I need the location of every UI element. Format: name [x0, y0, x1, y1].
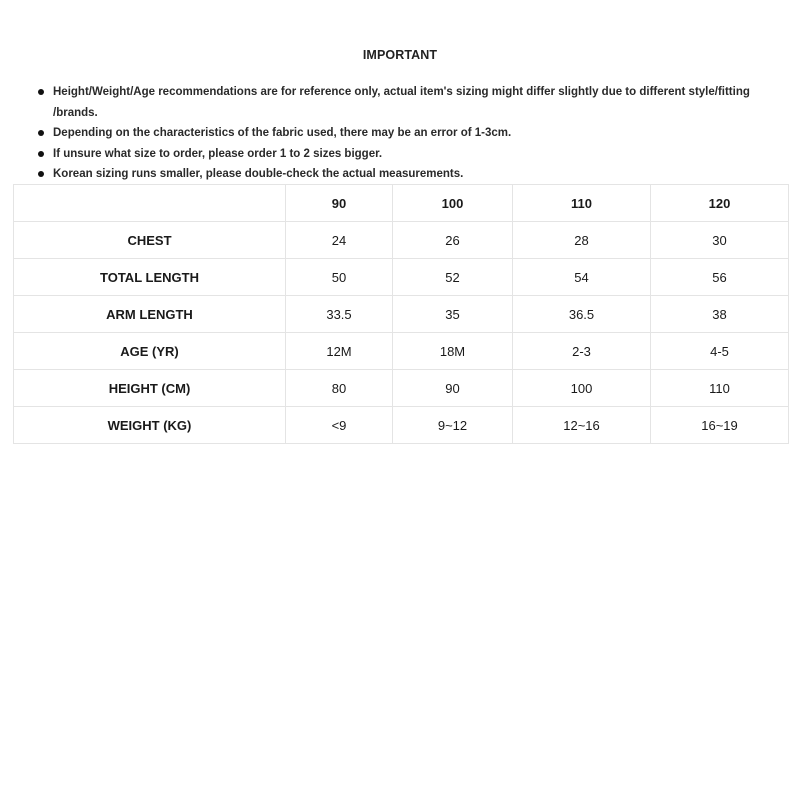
- table-cell: 80: [286, 370, 393, 407]
- row-label: TOTAL LENGTH: [14, 259, 286, 296]
- bullet-icon: [38, 151, 44, 157]
- note-text: If unsure what size to order, please order 1 to 2 sizes bigger.: [53, 147, 383, 160]
- table-row: [14, 407, 789, 444]
- table-cell: 54: [513, 259, 651, 296]
- bullet-icon: [38, 89, 44, 95]
- table-cell: 16~19: [651, 407, 789, 444]
- table-row: [14, 333, 789, 370]
- header-cell-size: 110: [513, 185, 651, 222]
- table-cell: 35: [393, 296, 513, 333]
- table-row: [14, 370, 789, 407]
- table-header-row: [14, 185, 789, 222]
- table-cell: 100: [513, 370, 651, 407]
- note-item: [38, 82, 790, 123]
- notes-list: [38, 82, 790, 185]
- table-cell: 4-5: [651, 333, 789, 370]
- note-item: [38, 123, 790, 144]
- row-label: ARM LENGTH: [14, 296, 286, 333]
- table-row: [14, 259, 789, 296]
- header-cell-size: 120: [651, 185, 789, 222]
- table-cell: 36.5: [513, 296, 651, 333]
- table-cell: 24: [286, 222, 393, 259]
- note-text: Height/Weight/Age recommendations are for reference only, actual item's sizing might differ slightly due to different style/fitting /brands.: [53, 86, 750, 119]
- table-cell: 33.5: [286, 296, 393, 333]
- bullet-icon: [38, 171, 44, 177]
- table-cell: 30: [651, 222, 789, 259]
- table-row: [14, 222, 789, 259]
- table-cell: 50: [286, 259, 393, 296]
- table-row: [14, 296, 789, 333]
- table-cell: 56: [651, 259, 789, 296]
- table-cell: 26: [393, 222, 513, 259]
- page-title: IMPORTANT: [362, 48, 438, 62]
- table-cell: 9~12: [393, 407, 513, 444]
- note-text: Depending on the characteristics of the fabric used, there may be an error of 1-3cm.: [53, 127, 512, 139]
- table-cell: 2-3: [513, 333, 651, 370]
- row-label: WEIGHT (KG): [14, 407, 286, 444]
- row-label: HEIGHT (CM): [14, 370, 286, 407]
- size-table: [13, 184, 789, 444]
- table-cell: 38: [651, 296, 789, 333]
- table-cell: 12M: [286, 333, 393, 370]
- header-cell-size: 90: [286, 185, 393, 222]
- table-cell: 18M: [393, 333, 513, 370]
- table-cell: 52: [393, 259, 513, 296]
- note-item: [38, 164, 790, 185]
- row-label: CHEST: [14, 222, 286, 259]
- bullet-icon: [38, 130, 44, 136]
- header-cell-empty: [14, 185, 286, 222]
- table-cell: 12~16: [513, 407, 651, 444]
- table-cell: 28: [513, 222, 651, 259]
- table-cell: <9: [286, 407, 393, 444]
- table-cell: 90: [393, 370, 513, 407]
- note-text: Korean sizing runs smaller, please double-check the actual measurements.: [53, 168, 464, 180]
- note-item: [38, 144, 790, 165]
- row-label: AGE (YR): [14, 333, 286, 370]
- header-cell-size: 100: [393, 185, 513, 222]
- table-cell: 110: [651, 370, 789, 407]
